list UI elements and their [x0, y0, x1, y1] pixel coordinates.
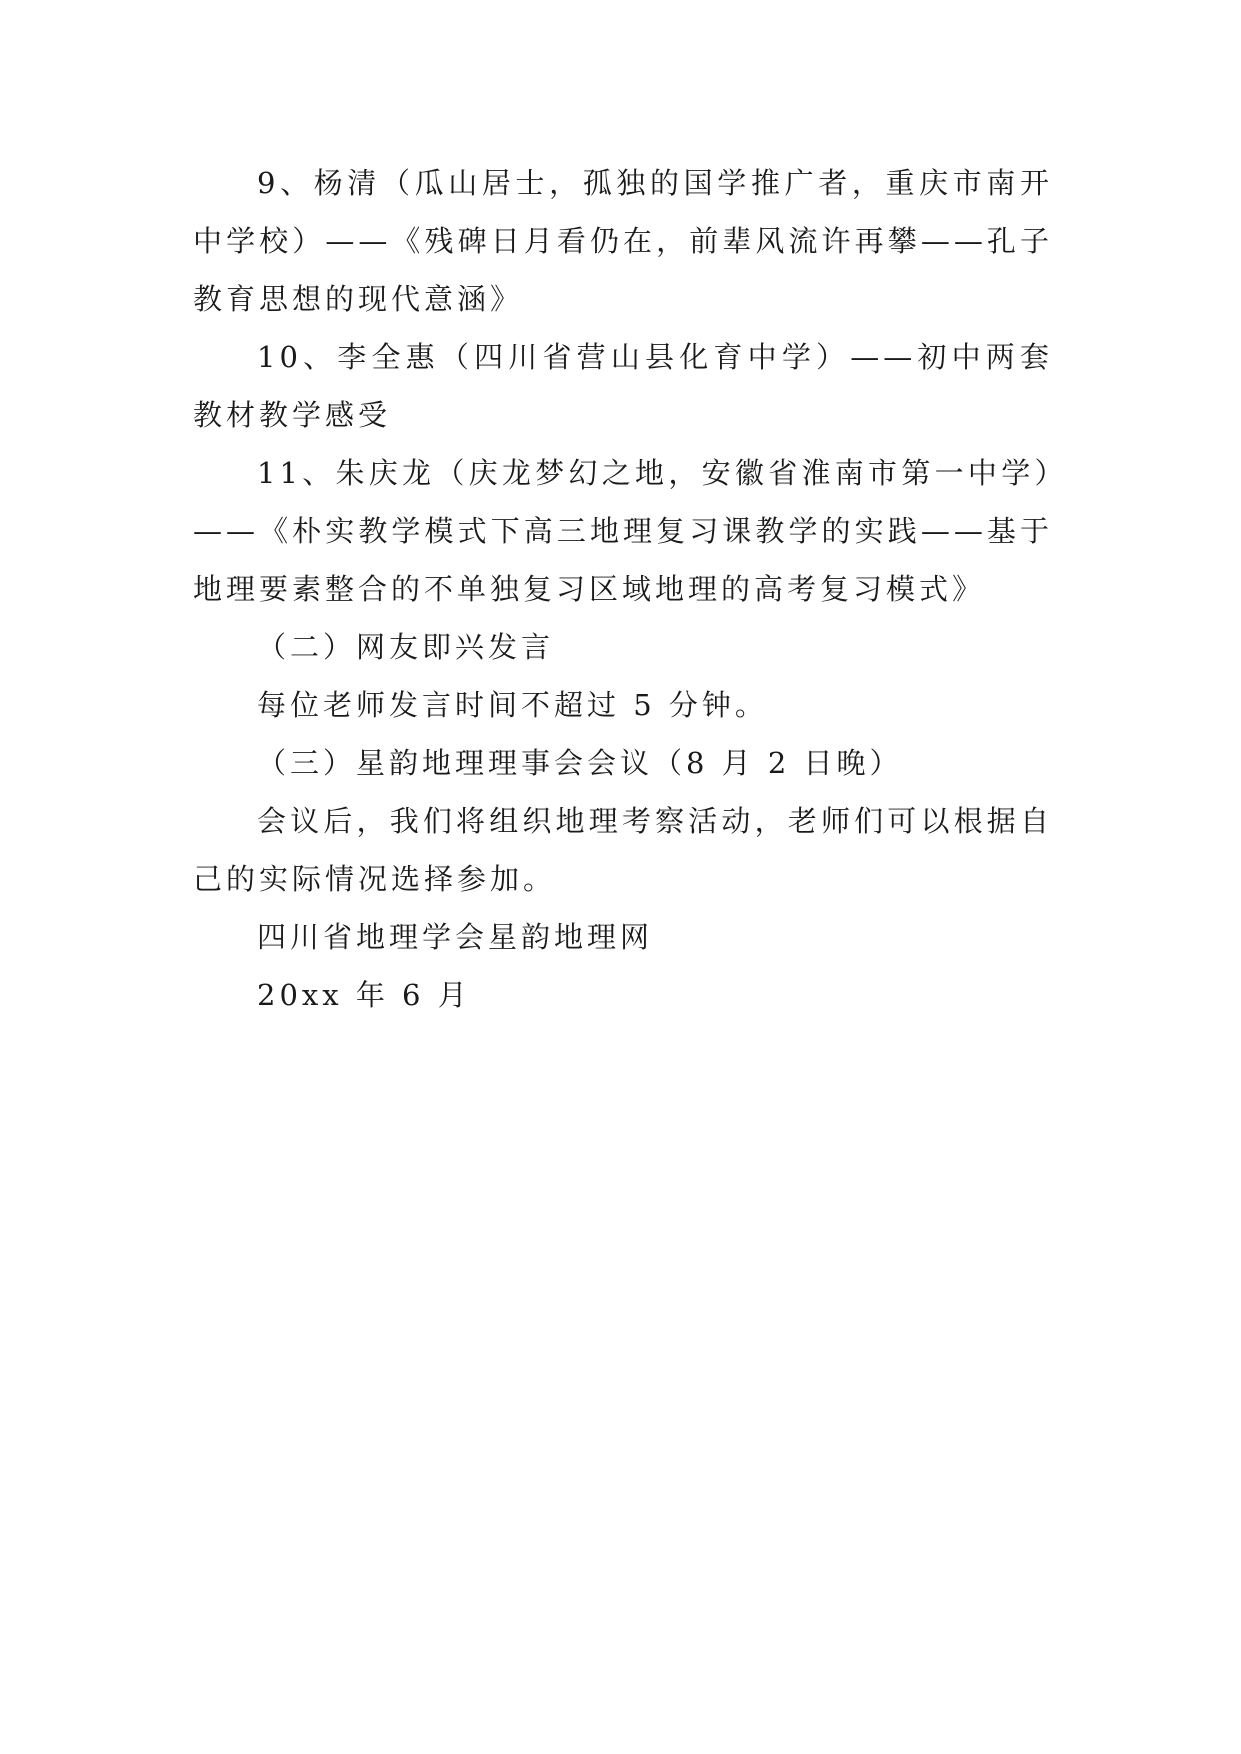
time-limit-note: 每位老师发言时间不超过 5 分钟。: [257, 688, 768, 722]
speaker-item-10: 10、李全惠（四川省营山县化育中学）——初中两套教材教学感受: [193, 340, 1053, 432]
section-heading-council-meeting: （三）星韵地理理事会会议（8 月 2 日晚）: [257, 746, 903, 780]
organizer-signature: 四川省地理学会星韵地理网: [257, 920, 654, 954]
document-date: 20xx 年 6 月: [257, 978, 471, 1012]
field-trip-note: 会议后，我们将组织地理考察活动，老师们可以根据自己的实际情况选择参加。: [193, 804, 1053, 896]
speaker-item-9: 9、杨清（瓜山居士，孤独的国学推广者，重庆市南开中学校）——《残碑日月看仍在，前辈风流许再攀——孔子教育思想的现代意涵》: [193, 166, 1053, 316]
speaker-item-11: 11、朱庆龙（庆龙梦幻之地，安徽省淮南市第一中学）——《朴实教学模式下高三地理复习课教学的实践——基于地理要素整合的不单独复习区域地理的高考复习模式》: [193, 456, 1053, 606]
document-body: [193, 154, 1053, 1024]
section-heading-impromptu: （二）网友即兴发言: [257, 630, 555, 664]
